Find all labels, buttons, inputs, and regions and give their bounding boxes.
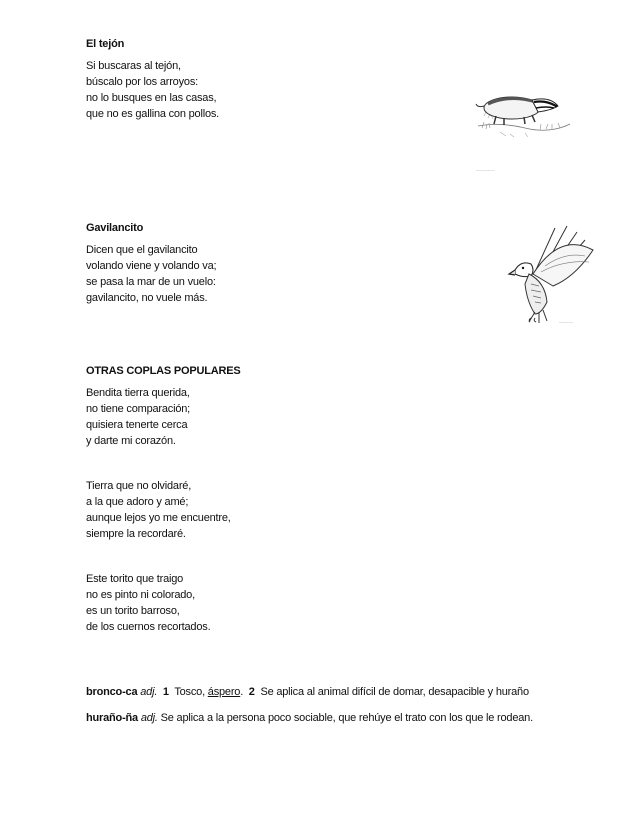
verse-line: Dicen que el gavilancito — [86, 244, 198, 256]
verse-line: gavilancito, no vuele más. — [86, 292, 208, 304]
verse-line: se pasa la mar de un vuelo: — [86, 276, 216, 288]
illustration-credit: ~~~~~~~~ — [476, 168, 495, 173]
badger-icon — [470, 58, 575, 178]
hawk-illustration — [505, 222, 600, 332]
verse-line: volando viene y volando va; — [86, 260, 217, 272]
section-title-coplas: OTRAS COPLAS POPULARES — [86, 365, 241, 377]
verse-line: aunque lejos yo me encuentre, — [86, 512, 231, 524]
glossary-definition: Tosco, — [174, 686, 205, 698]
glossary-word: huraño-ña — [86, 712, 138, 724]
verse-line: de los cuernos recortados. — [86, 621, 211, 633]
copla-3 — [86, 571, 210, 635]
glossary-word: bronco-ca — [86, 686, 138, 698]
verse-line: y darte mi corazón. — [86, 435, 176, 447]
hawk-icon — [505, 222, 600, 332]
glossary-entry-bronco — [86, 686, 529, 698]
verse-line: no lo busques en las casas, — [86, 92, 217, 104]
verse-line: búscalo por los arroyos: — [86, 76, 198, 88]
verse-line: Bendita tierra querida, — [86, 387, 190, 399]
verse-line: quisiera tenerte cerca — [86, 419, 188, 431]
illustration-credit: ~~~~~~ — [559, 320, 574, 325]
section-title-gavilancito: Gavilancito — [86, 222, 144, 234]
glossary-definition: Se aplica a la persona poco sociable, que rehúye el trato con los que le rodean. — [160, 712, 533, 724]
glossary-definition: Se aplica al animal difícil de domar, desapacible y huraño — [260, 686, 529, 698]
verse-line: siempre la recordaré. — [86, 528, 186, 540]
verse-line: Si buscaras al tejón, — [86, 60, 181, 72]
poem-gavilancito — [86, 242, 216, 306]
glossary-pos: adj. — [140, 686, 158, 698]
poem-tejon — [86, 58, 219, 122]
glossary-pos: adj. — [140, 712, 158, 724]
sense-number: 2 — [248, 686, 255, 698]
verse-line: que no es gallina con pollos. — [86, 108, 220, 120]
verse-line: Este torito que traigo — [86, 573, 184, 585]
glossary-punct: . — [240, 686, 244, 698]
verse-line: Tierra que no olvidaré, — [86, 480, 192, 492]
verse-line: no es pinto ni colorado, — [86, 589, 195, 601]
glossary-entry-huraño — [86, 712, 533, 724]
section-title-tejon: El tejón — [86, 38, 125, 50]
sense-number: 1 — [162, 686, 169, 698]
copla-2 — [86, 478, 231, 542]
badger-illustration — [470, 58, 575, 178]
glossary-link[interactable]: áspero — [207, 686, 241, 698]
copla-1 — [86, 385, 190, 449]
verse-line: es un torito barroso, — [86, 605, 180, 617]
verse-line: a la que adoro y amé; — [86, 496, 189, 508]
verse-line: no tiene comparación; — [86, 403, 191, 415]
